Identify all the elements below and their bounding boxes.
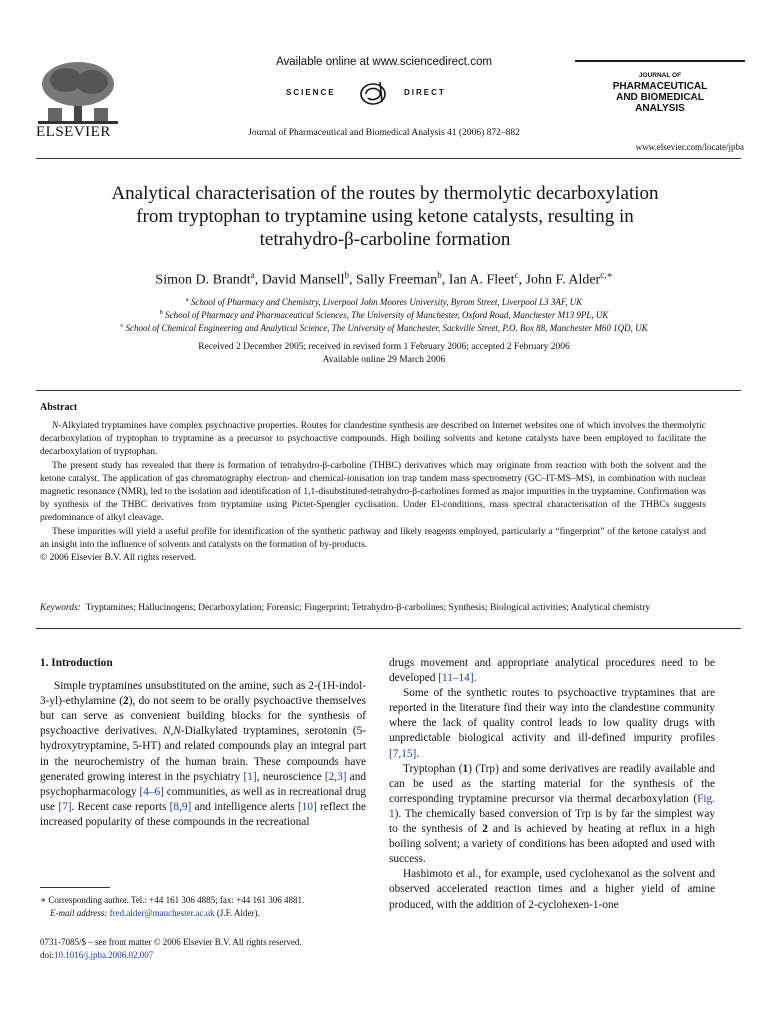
text: ), do not seem to be orally psychoactive themselves but can serve as convenient building blocks for the synthesis of psychoactive derivatives. (40, 695, 367, 738)
keywords-list: Tryptamines; Hallucinogens; Decarboxylation; Forensic; Fingerprint; Tetrahydro-β-carbolines; Synthesis; Biological activities; Analytical chemistry (85, 603, 651, 613)
abstract-heading: Abstract (40, 402, 78, 413)
title-line3: tetrahydro-β-carboline formation (259, 229, 511, 250)
affiliation-c (0, 322, 768, 333)
received-dates: Received 2 December 2005; received in revised form 1 February 2006; accepted 2 February 2006 (198, 342, 570, 352)
reference-link[interactable]: [11–14] (438, 672, 474, 685)
intro-paragraph (389, 762, 715, 868)
abstract-paragraph: These impurities will yield a useful profile for identification of the synthetic pathway and likely reagents employed, particularly a “fingerprint” of the ketone catalyst and an insight into the influence of solvents and catalysts on the formation of by-products. (40, 526, 706, 550)
compound-number: 2 (482, 823, 488, 836)
sd-left-text: SCIENCE (286, 88, 336, 97)
email-label: E-mail address: (50, 908, 108, 918)
doi-line (40, 949, 380, 962)
abstract-paragraph (40, 420, 706, 460)
keywords-label: Keywords: (40, 603, 81, 613)
sd-right-text: DIRECT (404, 88, 446, 97)
author-list: Simon D. Brandt$^a$, David Mansell$^b$, Sally Freeman$^b$, Ian A. Fleet$^c$, John F. Alder$^{c,∗}$ (155, 270, 613, 288)
author-sup: a (250, 270, 255, 280)
article-title (40, 182, 730, 251)
journal-title-line2: AND BIOMEDICAL (616, 92, 704, 103)
corresponding-footnote (40, 894, 370, 920)
reference-link[interactable]: [8,9] (169, 800, 192, 813)
text: and is achieved by heating at reflux in a high boiling solvent; a variety of conditions has been adopted and used with success. (389, 823, 715, 866)
intro-paragraph: Hashimoto et al., for example, used cyclohexanol as the solvent and observed accelerated reaction times and a higher yield of amine produced, with the addition of 2-cyclohexen-1-one (389, 868, 715, 911)
section-heading: 1. Introduction (40, 657, 113, 669)
aff-sup: a (185, 296, 189, 303)
aff-sup: b (159, 309, 163, 316)
text: , neuroscience (256, 770, 325, 783)
email-link[interactable]: fred.alder@manchester.ac.uk (109, 908, 215, 918)
corresponding-author: ∗ Corresponding author. Tel.: +44 161 306 4885; fax: +44 161 306 4881. (40, 895, 305, 905)
intro-paragraph-cont (389, 656, 715, 686)
issn-line: 0731-7085/$ – see front matter © 2006 Elsevier B.V. All rights reserved. (40, 937, 302, 947)
reference-link[interactable]: [7] (58, 800, 72, 813)
doi-label: doi: (40, 950, 55, 960)
text: reflect the increased popularity of these compounds in the recreational (40, 800, 366, 828)
intro-paragraph (389, 686, 715, 761)
text: -Dialkylated tryptamines, serotonin (5-hydroxytryptamine, 5-HT) and related compounds play an integral part in the neurochemistry of the human brain. These compounds have generated growing interest in the psychiatry (40, 725, 366, 783)
title-line1: Analytical characterisation of the routes by thermolytic decarboxylation (111, 183, 659, 204)
journal-title-rule (575, 60, 745, 62)
journal-title-line1: PHARMACEUTICAL (612, 81, 708, 92)
abstract-text: -Alkylated tryptamines have complex psychoactive properties. Routes for clandestine synthesis are described on Internet websites one of which involves the thermolytic decarboxylation of tryptophan to tryptamine as a precursor to psychoactive compounds. High boiling solvents and ketone catalysts have been employed to facilitate the decarboxylation of tryptophan. (40, 421, 706, 458)
journal-title-line3: ANALYSIS (635, 103, 685, 114)
text: and intelligence alerts (191, 800, 298, 813)
aff-text: School of Pharmacy and Chemistry, Liverpool John Moores University, Byrom Street, Liverpool L3 3AF, UK (190, 297, 583, 307)
right-column (389, 656, 715, 913)
email-line (40, 907, 370, 920)
author-name[interactable]: Sally Freeman (356, 272, 438, 288)
keywords (40, 603, 720, 613)
aff-text: School of Pharmacy and Pharmaceutical Sciences, The University of Manchester, Oxford Road, Manchester M13 9PL, UK (165, 310, 609, 320)
sd-swirl-icon (346, 80, 400, 106)
compound-number: 2 (123, 695, 129, 708)
journal-title-small: JOURNAL OF (638, 72, 682, 79)
doi-link[interactable]: 10.1016/j.jpba.2006.02.007 (54, 950, 154, 960)
journal-url[interactable]: www.elsevier.com/locate/jpba (635, 142, 744, 152)
sciencedirect-logo (286, 80, 486, 106)
affiliation-a (0, 296, 768, 307)
abstract-bottom-rule (36, 628, 741, 629)
text: Some of the synthetic routes to psychoactive tryptamines that are reported in the literature find their way into the clandestine community where the lack of quality control leads to low quality drugs with unpredictable biological activity and ill-defined impurity profiles (389, 687, 715, 745)
author-sup: c,∗ (600, 270, 613, 280)
abstract-body (40, 420, 706, 565)
author-name[interactable]: David Mansell (261, 272, 345, 288)
available-online-text[interactable]: Available online at www.sciencedirect.com (276, 56, 492, 68)
title-line2: from tryptophan to tryptamine using ketone catalysts, resulting in (136, 206, 634, 227)
aff-sup: c (120, 322, 124, 329)
author-sup: c (514, 270, 519, 280)
text: ). The chemically based conversion of Trp is by far the simplest way to the synthesis of (389, 807, 715, 836)
compound-number: 1 (462, 762, 469, 775)
left-column (40, 656, 366, 830)
elsevier-tree-logo (38, 60, 118, 124)
intro-paragraph (40, 679, 366, 830)
author-sup: b (437, 270, 442, 280)
affiliation-b (0, 309, 768, 320)
issn-block (40, 936, 380, 962)
reference-link[interactable]: [2,3] (324, 770, 347, 783)
journal-reference: Journal of Pharmaceutical and Biomedical Analysis 41 (2006) 872–882 (248, 128, 520, 138)
text: Tryptophan ( (403, 762, 463, 775)
reference-link[interactable]: [4–6] (139, 785, 164, 798)
author-name[interactable]: John F. Alder (525, 272, 601, 288)
italic-n: N (52, 421, 59, 431)
email-tail: (J.F. Alder). (214, 908, 260, 918)
text: and psychopharmacology (40, 770, 366, 798)
text: . (416, 747, 420, 760)
abstract-top-rule (36, 390, 741, 391)
reference-link[interactable]: [10] (297, 800, 317, 813)
text: drugs movement and appropriate analytical procedures need to be developed (389, 657, 715, 685)
italic-text: N,N (162, 725, 181, 738)
text: . (473, 672, 477, 685)
abstract-paragraph: The present study has revealed that there is formation of tetrahydro-β-carboline (THBC) derivatives which may originate from reaction with both the solvent and the ketone catalyst. The application of gas chromatography electron- and chemical-ionisation ion trap tandem mass spectrometry (GC–IT-MS–MS), in combination with nuclear magnetic resonance (NMR), led to the isolation and identification of 1,1-disubstituted-tetrahydro-β-carbolines formed as major impurities in the tryptamine. Confirmation was by synthesis of the THBC derivatives from tryptamine using Pictet-Spengler cyclisation. Under EI-conditions, mass spectral characterisation of the THBCs suggests predominance of alkyl cleavage. (40, 460, 706, 524)
text: . Recent case reports (71, 800, 170, 813)
text: communities, as well as in recreational drug use (40, 785, 366, 813)
text: ) (Trp) and some derivatives are readily available and can be used as the starting material for the synthesis of the corresponding tryptamine precursor via thermal decarboxylation ( (389, 762, 715, 805)
author-name[interactable]: Simon D. Brandt (155, 272, 251, 288)
header-divider (36, 158, 741, 159)
aff-text: School of Chemical Engineering and Analytical Science, The University of Manchester, Sackville Street, P.O. Box 88, Manchester M60 1QD, UK (125, 323, 648, 333)
online-date: Available online 29 March 2006 (322, 355, 446, 365)
footnote-rule (40, 887, 110, 888)
abstract-copyright: © 2006 Elsevier B.V. All rights reserved. (40, 553, 197, 564)
text: Simple tryptamines unsubstituted on the amine, such as 2-(1H-indol-3-yl)-ethylamine ( (40, 680, 366, 708)
reference-link[interactable]: [7,15] (389, 747, 417, 760)
journal-title-block (580, 70, 740, 114)
figure-link[interactable]: Fig. 1 (389, 792, 715, 820)
reference-link[interactable]: [1] (243, 770, 257, 783)
publisher-name: ELSEVIER (36, 124, 111, 140)
author-sup: b (344, 270, 350, 280)
author-name[interactable]: Ian A. Fleet (448, 272, 515, 288)
